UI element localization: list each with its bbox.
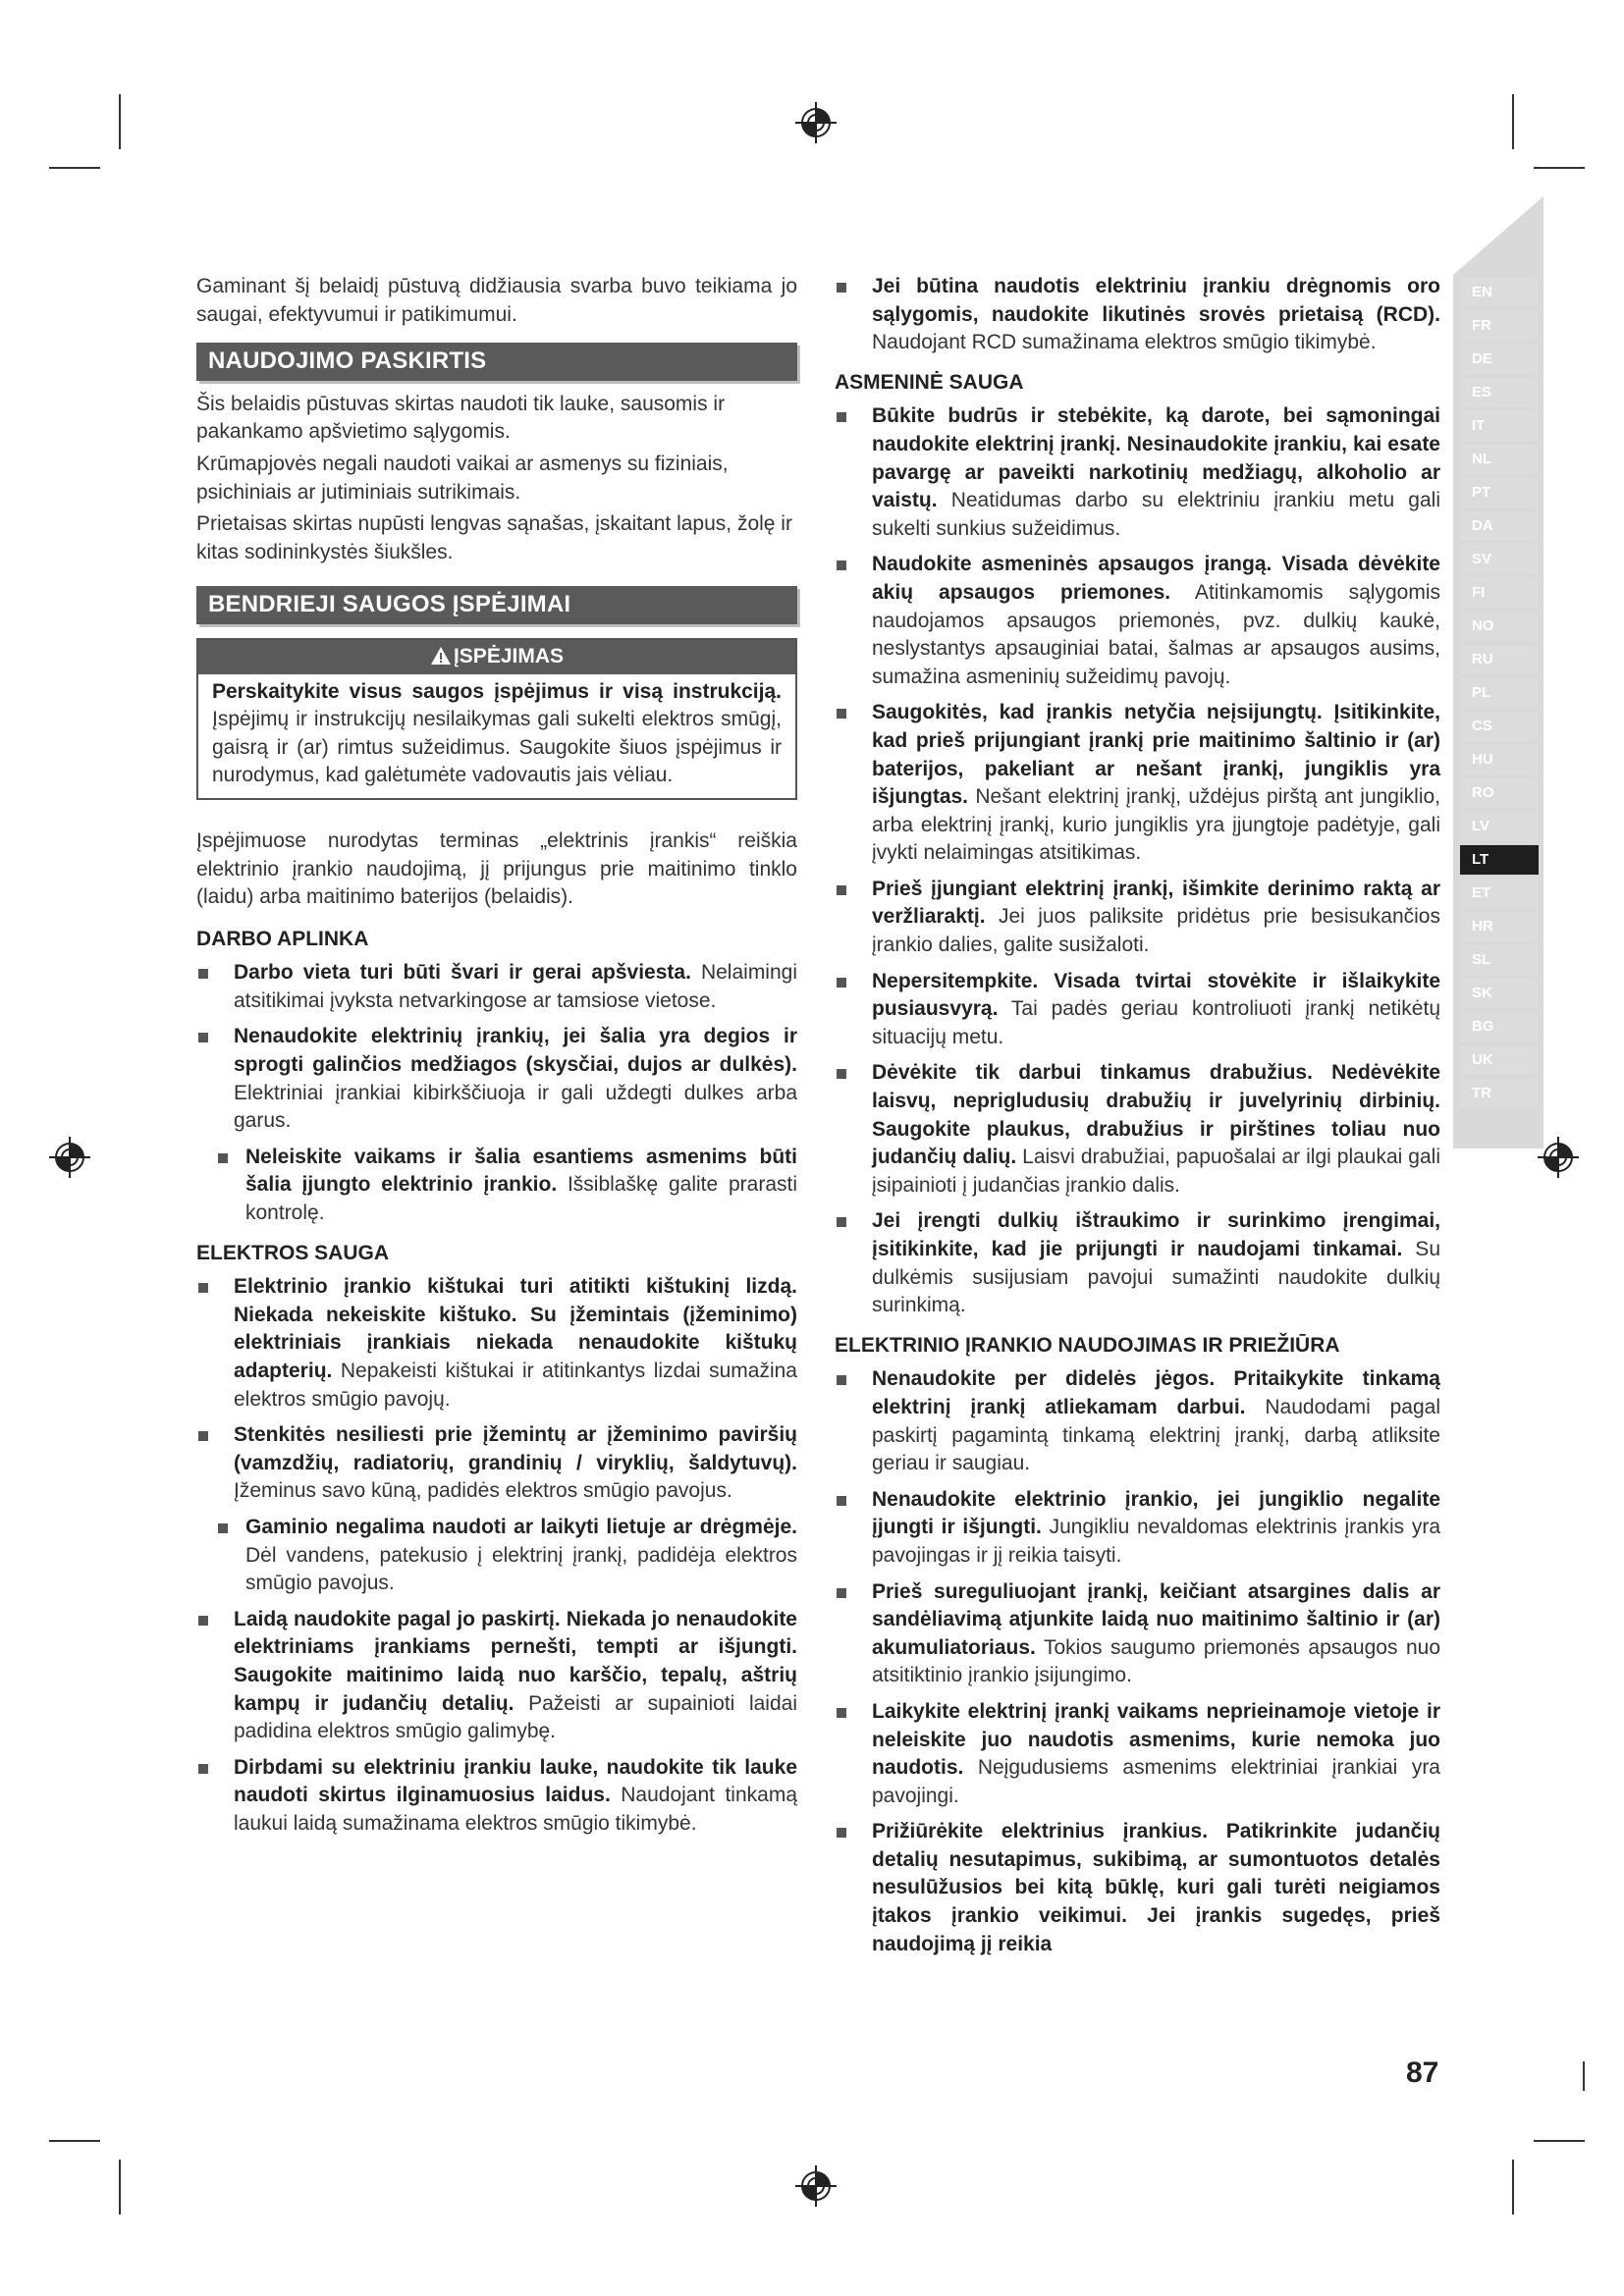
rcd-list	[835, 273, 1440, 357]
language-tab-et[interactable]: ET	[1460, 879, 1539, 908]
list-item: Naudokite asmeninės apsaugos įrangą. Visada dėvėkite akių apsaugos priemones. Atitinkamomis sąlygomis naudojamos apsaugos priemonės, pvz. dulkių kaukė, neslystantys apsauginiai batai, šalmas ar apsaugos ausims, sumažina asmeninių sužeidimų pavojų.	[835, 551, 1440, 691]
crop-mark	[1512, 94, 1514, 149]
list-item: Laikykite elektrinį įrankį vaikams neprieinamoje vietoje ir neleiskite juo naudotis asmenims, kurie nemoka juo naudotis. Neįgudusiems asmenims elektriniai įrankiai yra pavojingi.	[835, 1698, 1440, 1810]
crop-mark	[119, 94, 121, 149]
page-number: 87	[1406, 2056, 1439, 2089]
section-title-general-safety: BENDRIEJI SAUGOS ĮSPĖJIMAI	[196, 586, 797, 624]
tool-use-list	[835, 1365, 1440, 1958]
heading-tool-use-care: ELEKTRINIO ĮRANKIO NAUDOJIMAS IR PRIEŽIŪRA	[835, 1333, 1340, 1357]
electrical-list	[196, 1273, 797, 1838]
language-tab-de[interactable]: DE	[1460, 345, 1539, 374]
language-tab-en[interactable]: EN	[1460, 278, 1539, 307]
crop-mark	[1534, 2140, 1585, 2142]
usage-paragraph: Šis belaidis pūstuvas skirtas naudoti tik lauke, sausomis ir pakankamo apšvietimo sąlygomis.	[196, 392, 726, 444]
list-item: Būkite budrūs ir stebėkite, ką darote, bei sąmoningai naudokite elektrinį įrankį. Nesinaudokite įrankiu, kai esate pavargę ar paveikti narkotinių medžiagų, alkoholio ar vaistų. Neatidumas darbo su elektriniu įrankiu metu gali sukelti sunkius sužeidimus.	[835, 402, 1440, 543]
list-item: Darbo vieta turi būti švari ir gerai apšviesta. Nelaimingi atsitikimai įvyksta netvarkingose ar tamsiose vietose.	[196, 959, 797, 1015]
language-tab-it[interactable]: IT	[1460, 411, 1539, 441]
language-tab-cs[interactable]: CS	[1460, 712, 1539, 741]
language-tab-lv[interactable]: LV	[1460, 812, 1539, 841]
language-tab-hu[interactable]: HU	[1460, 745, 1539, 774]
list-item: Neleiskite vaikams ir šalia esantiems asmenims būti šalia įjungto elektrinio įrankio. Išsiblaškę galite prarasti kontrolę.	[218, 1144, 797, 1228]
language-tab-fr[interactable]: FR	[1460, 311, 1539, 341]
list-item: Saugokitės, kad įrankis netyčia neįsijungtų. Įsitikinkite, kad prieš prijungiant įrankį prie maitinimo šaltinio ir (ar) baterijos, pakeliant ar nešant įrankį, jungiklis yra išjungtas. Nešant elektrinį įrankį, uždėjus pirštą ant jungiklio, arba elektrinį įrankį, kurio jungiklis yra įjungtoje padėtyje, gali įvykti nelaimingas atsitikimas.	[835, 699, 1440, 868]
language-tab-sv[interactable]: SV	[1460, 545, 1539, 574]
language-tab-pt[interactable]: PT	[1460, 478, 1539, 507]
intro-paragraph: Gaminant šį belaidį pūstuvą didžiausia svarba buvo teikiama jo saugai, efektyvumui ir patikimumui.	[196, 275, 797, 326]
crop-mark	[49, 167, 100, 169]
crop-mark	[49, 2140, 100, 2142]
language-tab-nl[interactable]: NL	[1460, 445, 1539, 474]
warning-title: ĮSPĖJIMAS	[453, 644, 565, 667]
crop-mark	[119, 2160, 121, 2215]
language-tab-ro[interactable]: RO	[1460, 778, 1539, 808]
warning-bold-text: Perskaitykite visus saugos įspėjimus ir visą instrukciją.	[212, 679, 782, 703]
section-title-usage: NAUDOJIMO PASKIRTIS	[196, 343, 797, 381]
registration-mark-icon	[49, 1137, 90, 1178]
list-item: Dėvėkite tik darbui tinkamus drabužius. Nedėvėkite laisvų, neprigludusių drabužių ir juvelyrinių dirbinių. Saugokite plaukus, drabužius ir pirštines toliau nuo judančių dalių. Laisvi drabužiai, papuošalai ar ilgi plaukai gali įsipainioti į judančias įrankio dalis.	[835, 1059, 1440, 1200]
list-item: Prieš įjungiant elektrinį įrankį, išimkite derinimo raktą ar veržliaraktį. Jei juos paliksite pridėtus prie besisukančios įrankio dalies, galite susižaloti.	[835, 876, 1440, 960]
work-area-list	[196, 959, 797, 1227]
list-item: Elektrinio įrankio kištukai turi atitikti kištukinį lizdą. Niekada nekeiskite kištuko. Su įžemintais (įžeminimo) elektriniais įrankiais niekada nenaudokite kištukų adapterių. Nepakeisti kištukai ir atitinkantys lizdai sumažina elektros smūgio pavojų.	[196, 1273, 797, 1414]
list-item: Jei būtina naudotis elektriniu įrankiu drėgnomis oro sąlygomis, naudokite likutinės srovės prietaisą (RCD). Naudojant RCD sumažinama elektros smūgio tikimybė.	[835, 273, 1440, 357]
list-item: Jei įrengti dulkių ištraukimo ir surinkimo įrengimai, įsitikinkite, kad jie prijungti ir naudojami tinkamai. Su dulkėmis susijusiam pavojui sumažinti naudokite dulkių surinkimą.	[835, 1207, 1440, 1319]
list-item: Nepersitempkite. Visada tvirtai stovėkite ir išlaikykite pusiausvyrą. Tai padės geriau kontroliuoti įrankį netikėtų situacijų metu.	[835, 968, 1440, 1052]
language-tab-pl[interactable]: PL	[1460, 678, 1539, 708]
list-item: Nenaudokite elektrinių įrankių, jei šalia yra degios ir sprogti galinčios medžiagos (skysčiai, dujos ar dulkės). Elektriniai įrankiai kibirkščiuoja ir gali uždegti dulkes arba garus.	[196, 1023, 797, 1135]
heading-electrical: ELEKTROS SAUGA	[196, 1241, 390, 1264]
personal-safety-list	[835, 402, 1440, 1319]
language-tab-sk[interactable]: SK	[1460, 979, 1539, 1008]
language-tab-da[interactable]: DA	[1460, 511, 1539, 541]
list-item: Nenaudokite per didelės jėgos. Pritaikykite tinkamą elektrinį įrankį atliekamam darbui. Naudodami pagal paskirtį pagamintą tinkamą elektrinį įrankį, darbą atliksite geriau ir saugiau.	[835, 1365, 1440, 1477]
heading-personal-safety: ASMENINĖ SAUGA	[835, 370, 1024, 394]
registration-mark-icon	[1538, 1137, 1579, 1178]
warning-body	[198, 674, 795, 798]
warning-text: Įspėjimų ir instrukcijų nesilaikymas gali sukelti elektros smūgį, gaisrą ir (ar) rimtus sužeidimus. Saugokite šiuos įspėjimus ir nurodymus, kad galėtumėte vadovautis jais vėliau.	[212, 708, 782, 787]
language-tab-ru[interactable]: RU	[1460, 645, 1539, 674]
list-item: Dirbdami su elektriniu įrankiu lauke, naudokite tik lauke naudoti skirtus ilginamuosius laidus. Naudojant tinkamą laukui laidą sumažinama elektros smūgio tikimybė.	[196, 1754, 797, 1839]
usage-paragraph: Prietaisas skirtas nupūsti lengvas sąnašas, įskaitant lapus, žolę ir kitas sodininkystės šiukšles.	[196, 512, 792, 563]
registration-mark-icon	[795, 102, 837, 143]
list-item: Laidą naudokite pagal jo paskirtį. Niekada jo nenaudokite elektriniams įrankiams pernešti, tempti ar išjungti. Saugokite maitinimo laidą nuo karščio, tepalų, aštrių kampų ir judančių detalių. Pažeisti ar supainioti laidai padidina elektros smūgio galimybę.	[196, 1606, 797, 1746]
heading-work-area: DARBO APLINKA	[196, 927, 369, 950]
crop-mark	[1534, 167, 1585, 169]
warning-triangle-icon	[430, 646, 452, 666]
language-tab-hr[interactable]: HR	[1460, 912, 1539, 941]
language-tab-no[interactable]: NO	[1460, 612, 1539, 641]
left-column	[196, 273, 797, 1846]
warning-box	[196, 638, 797, 800]
language-tab-sl[interactable]: SL	[1460, 945, 1539, 975]
list-item: Prieš sureguliuojant įrankį, keičiant atsargines dalis ar sandėliavimą atjunkite laidą nuo maitinimo šaltinio ir (ar) akumuliatoriaus. Tokios saugumo priemonės apsaugos nuo atsitiktinio įrankio įsijungimo.	[835, 1578, 1440, 1690]
list-item: Prižiūrėkite elektrinius įrankius. Patikrinkite judančių detalių nesutapimus, sukibimą, ar sumontuotos detalės nesulūžusios bei kitą būklę, kuri gali turėti neigiamos įtakos įrankio veikimui. Jei įrankis sugedęs, prieš naudojimą jį reikia	[835, 1818, 1440, 1958]
language-tab-fi[interactable]: FI	[1460, 578, 1539, 608]
list-item: Nenaudokite elektrinio įrankio, jei jungiklio negalite įjungti ir išjungti. Jungikliu nevaldomas elektrinis įrankis yra pavojingas ir jį reikia taisyti.	[835, 1486, 1440, 1571]
language-tab-tr[interactable]: TR	[1460, 1079, 1539, 1108]
warning-header	[198, 640, 795, 674]
language-tab-es[interactable]: ES	[1460, 378, 1539, 407]
registration-mark-icon	[795, 2165, 837, 2207]
usage-paragraph: Krūmapjovės negali naudoti vaikai ar asmenys su fiziniais, psichiniais ar jutiminiais sutrikimais.	[196, 452, 729, 504]
crop-mark	[1512, 2160, 1514, 2215]
crop-mark	[1583, 2061, 1585, 2091]
list-item: Gaminio negalima naudoti ar laikyti lietuje ar drėgmėje. Dėl vandens, patekusio į elektrinį įrankį, padidėja elektros smūgio pavojus.	[218, 1514, 797, 1598]
language-tab-uk[interactable]: UK	[1460, 1045, 1539, 1075]
right-column	[835, 273, 1440, 1966]
language-tab-lt[interactable]: LT	[1460, 845, 1539, 875]
language-tab-bg[interactable]: BG	[1460, 1012, 1539, 1041]
term-note: Įspėjimuose nurodytas terminas „elektrinis įrankis“ reiškia elektrinio įrankio naudojimą, jį prijungus prie maitinimo tinklo (laidu) arba maitinimo baterijos (belaidis).	[196, 828, 797, 909]
list-item: Stenkitės nesiliesti prie įžemintų ar įžeminimo paviršių (vamzdžių, radiatorių, grandinių / viryklių, šaldytuvų). Įžeminus savo kūną, padidės elektros smūgio pavojus.	[196, 1421, 797, 1506]
